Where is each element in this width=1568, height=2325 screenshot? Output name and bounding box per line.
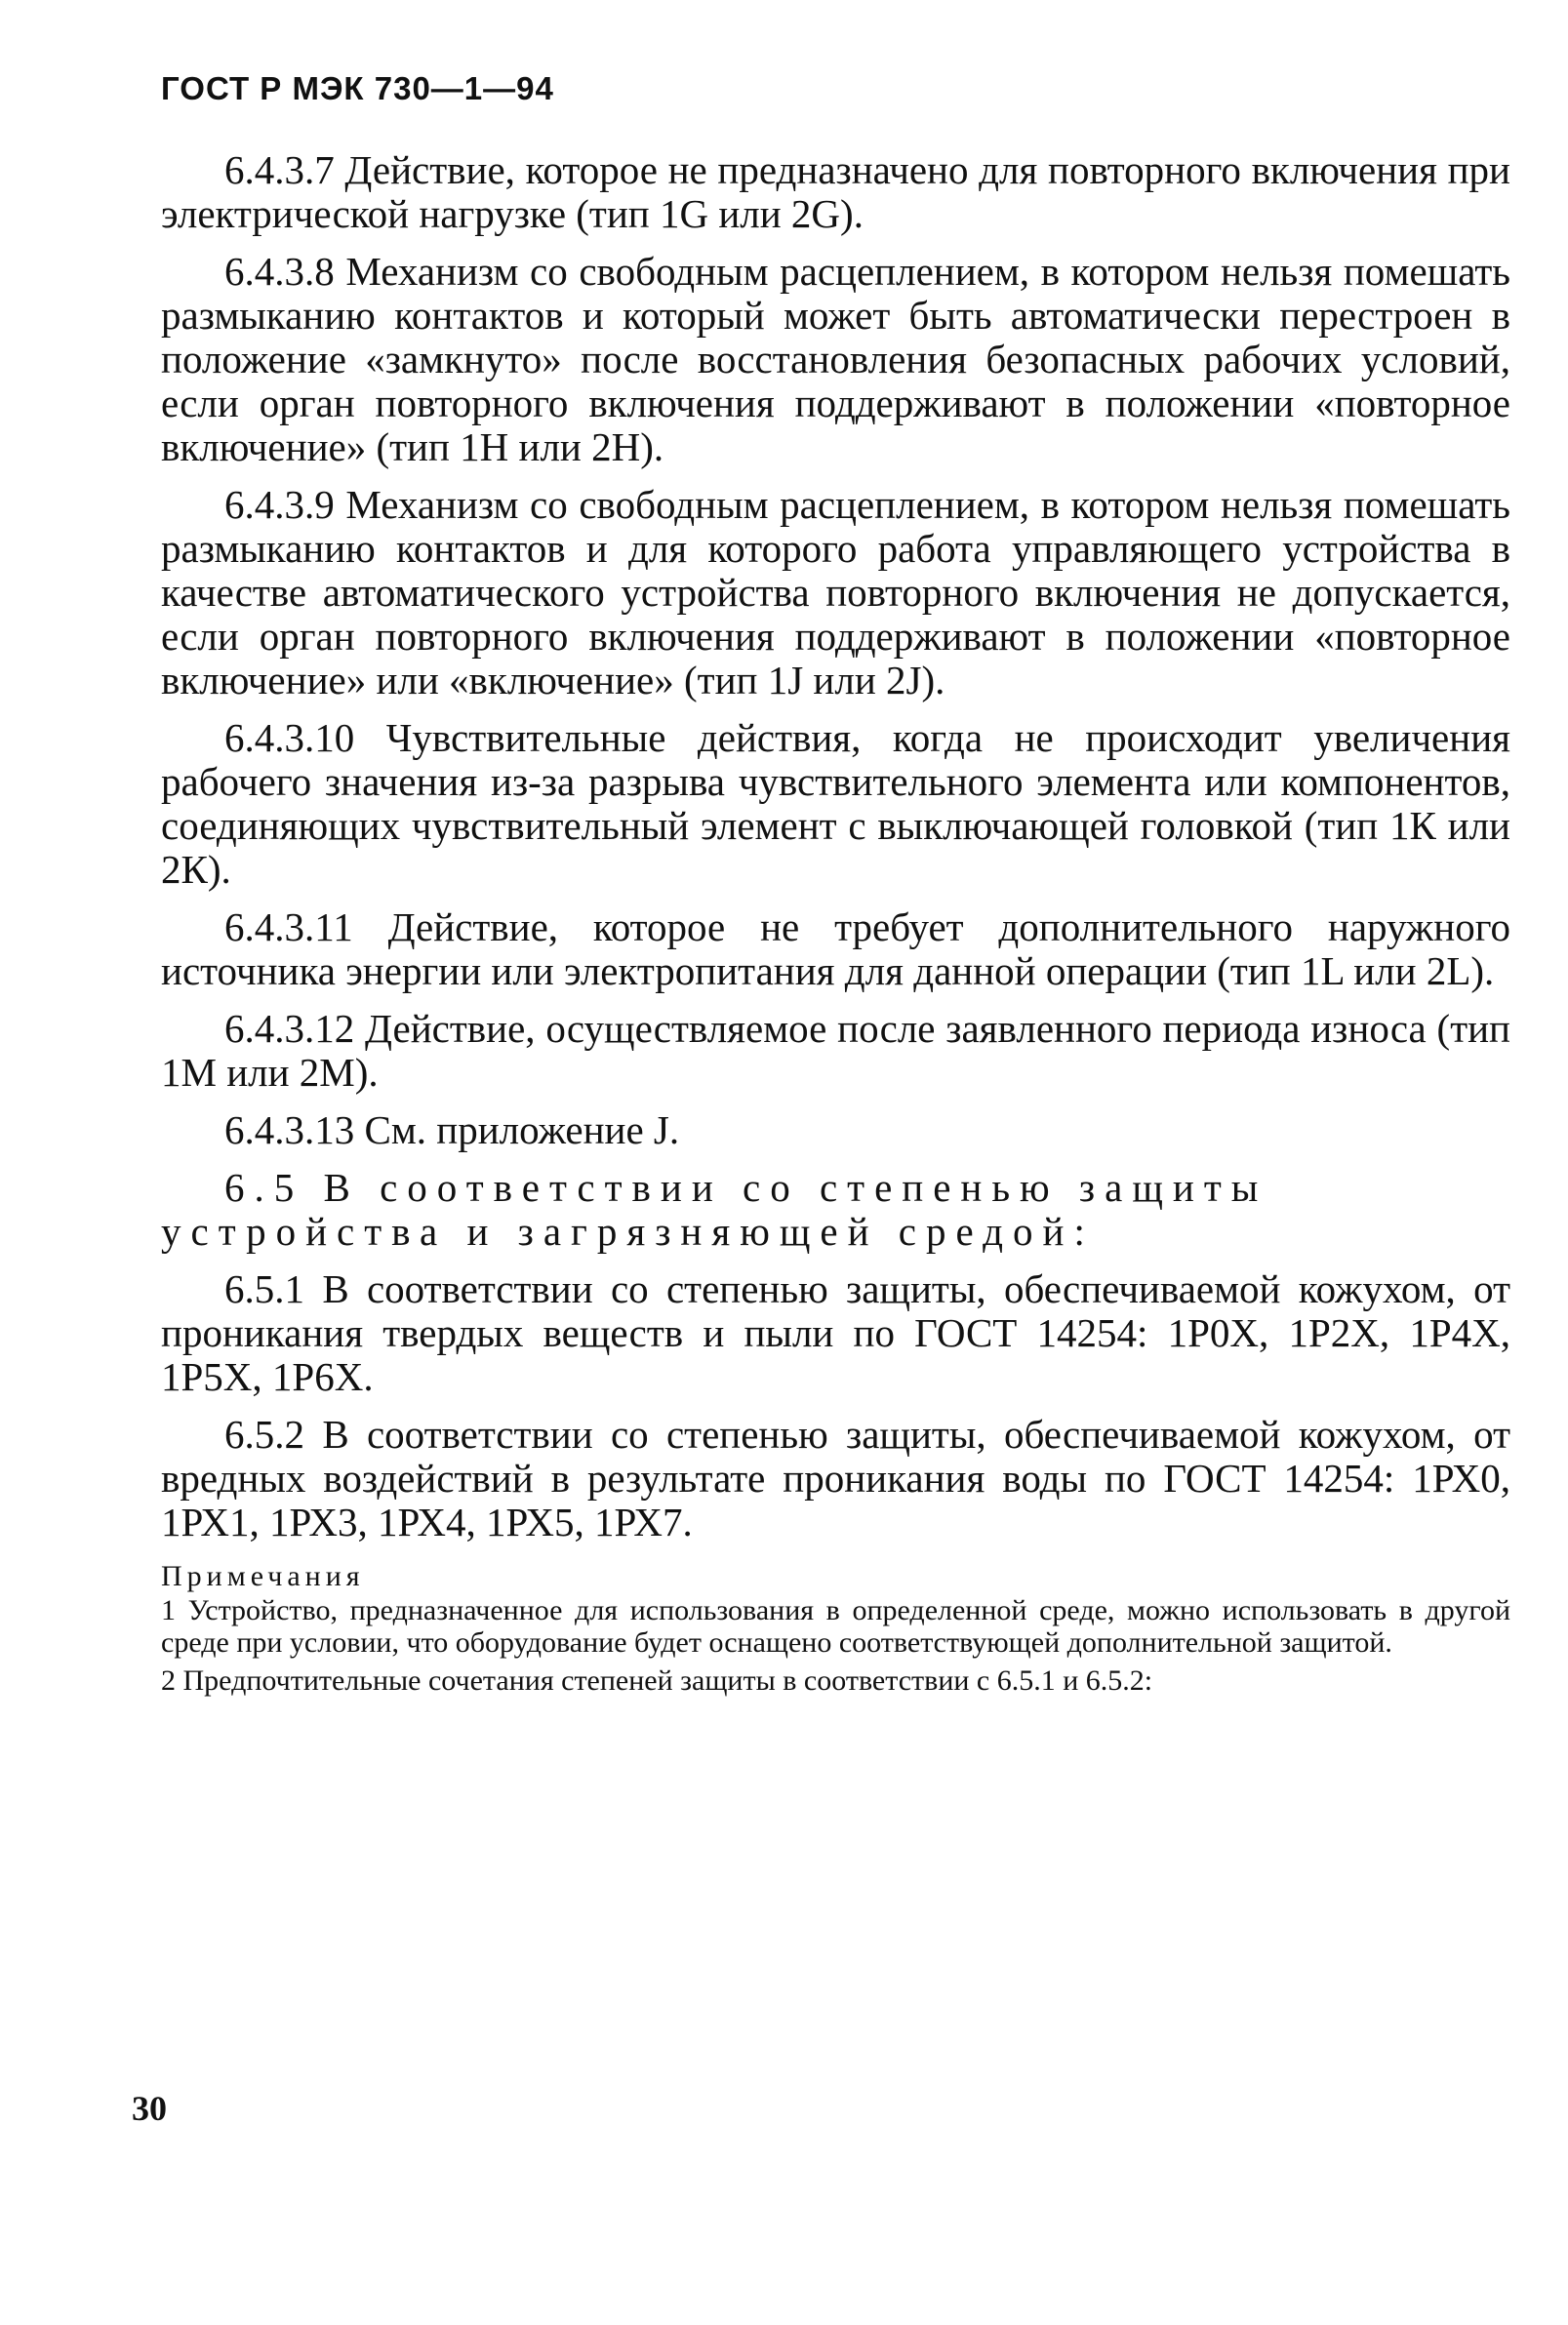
paragraph-6-5: 6.5 В соответствии со степенью защиты устройства и загрязняющей средой: bbox=[161, 1165, 1268, 1254]
paragraph-6-4-3-8: 6.4.3.8 Механизм со свободным расцеплением, в котором нельзя помешать размыканию контактов и который может быть автоматически перестроен в положение «замкнуто» после восстановления безопасных рабочих условий, если орган повторного включения поддерживают в положении «повторное включение» (тип 1Н или 2Н). bbox=[161, 249, 1510, 469]
paragraph-6-5-2: 6.5.2 В соответствии со степенью защиты, обеспечиваемой кожухом, от вредных воздействий в результате проникания воды по ГОСТ 14254: 1РХ0, 1РХ1, 1РХ3, 1РХ4, 1РХ5, 1РХ7. bbox=[161, 1412, 1510, 1544]
paragraph-6-4-3-13: 6.4.3.13 См. приложение J. bbox=[224, 1107, 680, 1152]
page-number: 30 bbox=[132, 2089, 167, 2128]
paragraph-6-4-3-10: 6.4.3.10 Чувствительные действия, когда не происходит увеличения рабочего значения из-за разрыва чувствительного элемента или компонентов, соединяющих чувствительный элемент с выключающей головкой (тип 1К или 2К). bbox=[161, 715, 1510, 892]
notes-block bbox=[161, 1560, 1510, 1697]
paragraph-6-5-1: 6.5.1 В соответствии со степенью защиты, обеспечиваемой кожухом, от проникания твердых веществ и пыли по ГОСТ 14254: 1Р0Х, 1Р2Х, 1Р4Х, 1Р5Х, 1Р6Х. bbox=[161, 1266, 1510, 1399]
notes-title: Примечания bbox=[161, 1560, 365, 1592]
paragraph-6-4-3-11: 6.4.3.11 Действие, которое не требует дополнительного наружного источника энергии или электропитания для данной операции (тип 1L или 2L). bbox=[161, 904, 1510, 993]
note-1: 1 Устройство, предназначенное для использования в определенной среде, можно использовать в другой среде при условии, что оборудование будет оснащено соответствующей дополнительной защитой. bbox=[161, 1594, 1510, 1659]
paragraph-6-4-3-7: 6.4.3.7 Действие, которое не предназначено для повторного включения при электрической нагрузке (тип 1G или 2G). bbox=[161, 147, 1510, 236]
body-text bbox=[161, 148, 1510, 1703]
note-2: 2 Предпочтительные сочетания степеней защиты в соответствии с 6.5.1 и 6.5.2: bbox=[161, 1664, 1153, 1697]
paragraph-6-4-3-12: 6.4.3.12 Действие, осуществляемое после заявленного периода износа (тип 1М или 2М). bbox=[161, 1006, 1510, 1095]
standard-header: ГОСТ Р МЭК 730—1—94 bbox=[161, 70, 554, 106]
paragraph-6-4-3-9: 6.4.3.9 Механизм со свободным расцеплением, в котором нельзя помешать размыканию контактов и для которого работа управляющего устройства в качестве автоматического устройства повторного включения не допускается, если орган повторного включения поддерживают в положении «повторное включение» или «включение» (тип 1J или 2J). bbox=[161, 482, 1510, 702]
